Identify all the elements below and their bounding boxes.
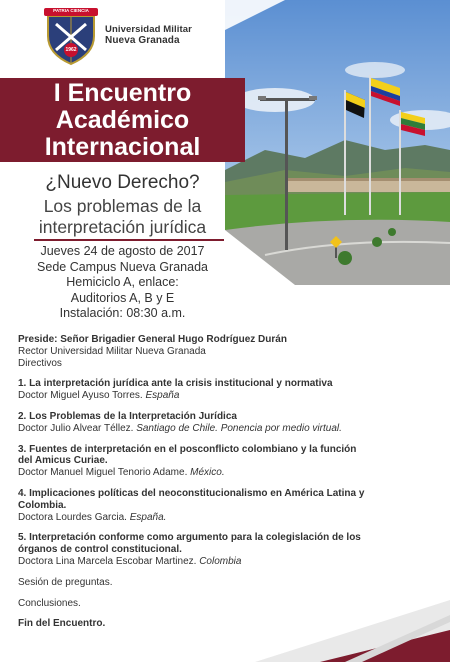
program-item-note: España <box>145 390 180 402</box>
university-name <box>105 24 192 46</box>
program-item-speaker-line <box>18 390 428 402</box>
program-item-note: España. <box>129 511 167 523</box>
university-name-line1: Universidad Militar <box>105 24 192 35</box>
program-item-title: 1. La interpretación jurídica ante la crisis institucional y normativa <box>18 378 333 390</box>
program-item-speaker: Doctora Lina Marcela Escobar Martinez. <box>18 555 197 567</box>
program-item <box>18 444 428 479</box>
preside-role: Rector Universidad Militar Nueva Granada <box>18 345 206 357</box>
event-topic <box>0 196 245 238</box>
event-topic-line2: interpretación jurídica <box>38 217 207 237</box>
preside-block <box>18 334 428 369</box>
program-item <box>18 411 428 435</box>
event-title <box>0 80 245 161</box>
event-auditoriums: Auditorios A, B y E <box>70 290 175 305</box>
event-title-line1: I Encuentro <box>53 79 192 107</box>
program-item-title: 5. Interpretación conforme como argumento para la colegislación de los <box>18 532 361 544</box>
questions-session: Sesión de preguntas. <box>18 576 113 588</box>
program-item-speaker-line <box>18 512 428 524</box>
topic-underline <box>34 239 224 241</box>
logo-year-text: 1962 <box>65 47 77 53</box>
program-item <box>18 378 428 402</box>
program-item-note: México. <box>190 467 225 479</box>
event-date: Jueves 24 de agosto de 2017 <box>40 244 205 258</box>
event-time: Instalación: 08:30 a.m. <box>59 306 186 320</box>
program-item-title-cont: Colombia. <box>18 499 67 511</box>
bottom-decoration <box>0 560 450 662</box>
program-item-title: 2. Los Problemas de la Interpretación Jurídica <box>18 410 237 422</box>
event-question: ¿Nuevo Derecho? <box>45 172 200 193</box>
event-details <box>0 244 245 322</box>
program-item-title-cont: órganos de control constitucional. <box>18 544 182 556</box>
preside-title: Preside: Señor Brigadier General Hugo Rodríguez Durán <box>18 334 287 345</box>
program-item-title-cont: del Amicus Curiae. <box>18 455 108 467</box>
event-title-line3: Internacional <box>44 133 201 161</box>
conclusions: Conclusiones. <box>18 597 81 609</box>
event-end: Fin del Encuentro. <box>18 618 106 630</box>
event-title-line2: Académico <box>55 106 190 134</box>
program-item-speaker: Doctor Manuel Miguel Tenorio Adame. <box>18 467 188 479</box>
preside-directivos: Directivos <box>18 357 62 369</box>
program-item-speaker: Doctor Julio Alvear Téllez. <box>18 422 134 434</box>
logo-banner-text: PATRIA CIENCIA <box>53 8 89 13</box>
event-topic-line1: Los problemas de la <box>43 196 202 216</box>
program-item-speaker-line <box>18 423 428 435</box>
university-logo <box>40 6 102 66</box>
program-item-note: Colombia <box>199 555 242 567</box>
program-item-title: 4. Implicaciones políticas del neoconstitucionalismo en América Latina y <box>18 487 365 499</box>
university-name-line2: Nueva Granada <box>105 35 180 46</box>
program-item <box>18 488 428 523</box>
program-item-note: Santiago de Chile. Ponencia por medio virtual. <box>136 422 342 434</box>
program-item-speaker: Doctora Lourdes Garcia. <box>18 511 127 523</box>
program-item-title: 3. Fuentes de interpretación en el posconflicto colombiano y la función <box>18 443 357 455</box>
program-item-speaker-line <box>18 467 428 479</box>
program-item-speaker: Doctor Miguel Ayuso Torres. <box>18 390 143 402</box>
event-venue: Sede Campus Nueva Granada <box>37 259 208 274</box>
event-hall: Hemiciclo A, enlace: <box>66 275 179 289</box>
campus-photo <box>225 0 450 285</box>
